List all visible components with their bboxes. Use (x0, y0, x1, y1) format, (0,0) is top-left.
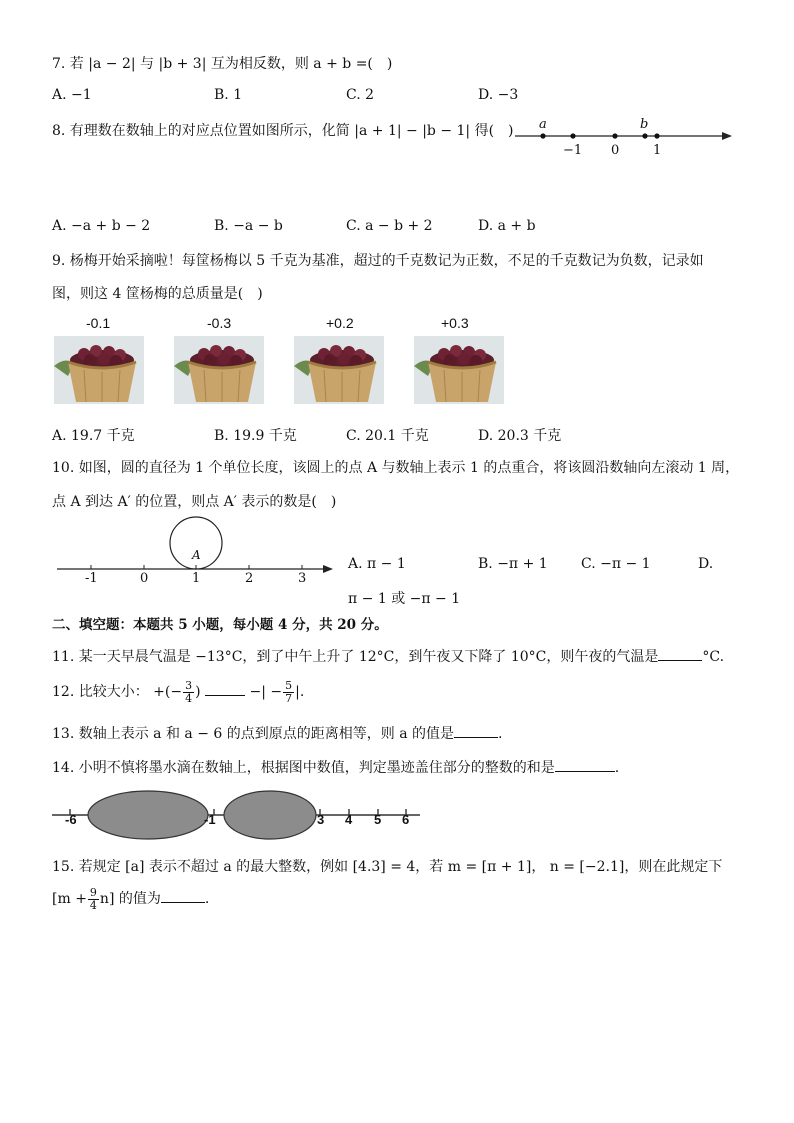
q10-point-label-a: A (192, 548, 201, 562)
section2-heading: 二、填空题：本题共 5 小题，每小题 4 分，共 20 分。 (52, 617, 388, 633)
q10-stem-line1: 10. 如图，圆的直径为 1 个单位长度，该圆上的点 A 与数轴上表示 1 的点重合，将该圆沿数轴向左滚动 1 周， (52, 460, 740, 476)
q15-expr-pre: [m + (52, 891, 87, 907)
q9-option-b: B. 19.9 千克 (214, 428, 297, 444)
q11-text (52, 646, 724, 666)
q10-tick-label-3: 3 (298, 571, 307, 586)
q7-stem: 7. 若 |a − 2| 与 |b + 3| 互为相反数，则 a + b =( ) (52, 56, 393, 72)
q11-stem: 11. 某一天早晨气温是 −13°C，到了中午上升了 12°C，到午夜又下降了 10°C，则午夜的气温是 (52, 649, 659, 665)
q14-number-line (52, 788, 424, 842)
q9-option-c: C. 20.1 千克 (346, 428, 429, 444)
q15-answer-blank (161, 888, 205, 903)
q10-tick-label-1: 1 (192, 571, 201, 586)
q15-line1: 15. 若规定 [a] 表示不超过 a 的最大整数，例如 [4.3] = 4，若 m = [π + 1]， n = [−2.1]，则在此规定下 (52, 859, 723, 875)
q9-basket-label-2: -0.3 (207, 315, 232, 331)
q9-option-a: A. 19.7 千克 (52, 428, 135, 444)
q11-unit: °C. (702, 649, 725, 665)
q8-point-a (540, 133, 545, 138)
q12-left-pre: +(− (153, 684, 183, 700)
q9-option-d: D. 20.3 千克 (478, 428, 562, 444)
q15-denominator: 4 (89, 898, 97, 912)
q12-answer-blank (205, 681, 245, 696)
q10-option-a: A. π − 1 (348, 556, 406, 572)
q10-tick-label-neg1: -1 (85, 571, 98, 586)
q7-option-a: A. −1 (52, 87, 92, 103)
q9-stem-line2: 图，则这 4 筐杨梅的总质量是( ) (52, 286, 263, 302)
q9-basket-image-2 (174, 336, 264, 404)
q8-tick-label-1: 1 (653, 143, 662, 158)
q12-left-denominator: 4 (185, 691, 193, 705)
q8-tick-label-neg1: −1 (563, 143, 583, 158)
q13-answer-blank (454, 723, 498, 738)
q9-basket-label-4: +0.3 (441, 315, 469, 331)
q8-option-d: D. a + b (478, 218, 536, 234)
q10-option-c: C. −π − 1 (581, 556, 651, 572)
q14-line (52, 757, 619, 777)
q10-tick-label-0: 0 (140, 571, 149, 586)
q14-tick-label-neg1: -1 (204, 812, 216, 827)
q14-ink-blot-left (88, 791, 208, 839)
q10-tick-label-2: 2 (245, 571, 254, 586)
q8-tick-1 (654, 133, 659, 138)
q14-tick-label-4: 4 (345, 812, 353, 827)
q15-end: . (204, 891, 210, 907)
q14-answer-blank (555, 757, 615, 772)
q9-basket-image-3 (294, 336, 384, 404)
q10-option-d: D. (698, 556, 714, 572)
q8-tick-label-0: 0 (611, 143, 620, 158)
q8-label-b: b (640, 117, 649, 132)
q13-line (52, 723, 502, 743)
q15-fraction (88, 887, 99, 912)
q13-end: . (498, 726, 503, 742)
q8-label-a: a (539, 117, 547, 132)
q8-stem: 8. 有理数在数轴上的对应点位置如图所示，化简 |a + 1| − |b − 1| 得( ) (52, 123, 514, 139)
q10-option-b: B. −π + 1 (478, 556, 548, 572)
q14-stem: 14. 小明不慎将墨水滴在数轴上，根据图中数值，判定墨迹盖住部分的整数的和是 (52, 760, 555, 776)
q8-option-a: A. −a + b − 2 (52, 218, 151, 234)
q13-stem: 13. 数轴上表示 a 和 a − 6 的点到原点的距离相等，则 a 的值是 (52, 726, 454, 742)
q7-option-d: D. −3 (478, 87, 519, 103)
q12-right-post: |. (295, 684, 305, 700)
q12-prefix: 12. 比较大小： (52, 684, 149, 700)
q12-line (52, 678, 304, 706)
q7-option-b: B. 1 (214, 87, 243, 103)
q8-tick-0 (612, 133, 617, 138)
q10-axis-arrow (323, 565, 333, 573)
q14-tick-label-neg6: -6 (65, 812, 77, 827)
q12-left-post: ) (195, 684, 201, 700)
q8-axis-arrow (722, 132, 732, 140)
q9-basket-label-1: -0.1 (86, 315, 111, 331)
q9-basket-label-3: +0.2 (326, 315, 354, 331)
q12-left-numerator: 3 (185, 678, 193, 692)
q14-end: . (614, 760, 620, 776)
q12-right-denominator: 7 (285, 691, 293, 705)
q8-point-b (642, 133, 647, 138)
q12-left-fraction (183, 680, 194, 705)
q7-option-c: C. 2 (346, 87, 375, 103)
q15-numerator: 9 (89, 885, 97, 899)
q9-basket-image-4 (414, 336, 504, 404)
q15-expr-post: n] 的值为 (99, 891, 161, 907)
q12-right-pre: −| − (249, 684, 283, 700)
q10-stem-line2: 点 A 到达 A′ 的位置，则点 A′ 表示的数是( ) (52, 494, 337, 510)
q8-tick-neg1 (570, 133, 575, 138)
q8-option-c: C. a − b + 2 (346, 218, 433, 234)
q12-right-numerator: 5 (285, 678, 293, 692)
q11-answer-blank (658, 646, 702, 661)
q9-stem-line1: 9. 杨梅开始采摘啦！每筐杨梅以 5 千克为基准，超过的千克数记为正数，不足的千克数记为负数，记录如 (52, 253, 704, 269)
q9-basket-image-1 (54, 336, 144, 404)
q8-option-b: B. −a − b (214, 218, 283, 234)
q14-tick-label-5: 5 (374, 812, 382, 827)
q10-option-d-cont: π − 1 或 −π − 1 (348, 591, 461, 607)
q12-right-fraction (283, 680, 294, 705)
q15-line2 (52, 884, 209, 914)
q14-tick-label-3: 3 (317, 812, 325, 827)
q14-tick-label-6: 6 (402, 812, 410, 827)
q14-ink-blot-right (224, 791, 316, 839)
